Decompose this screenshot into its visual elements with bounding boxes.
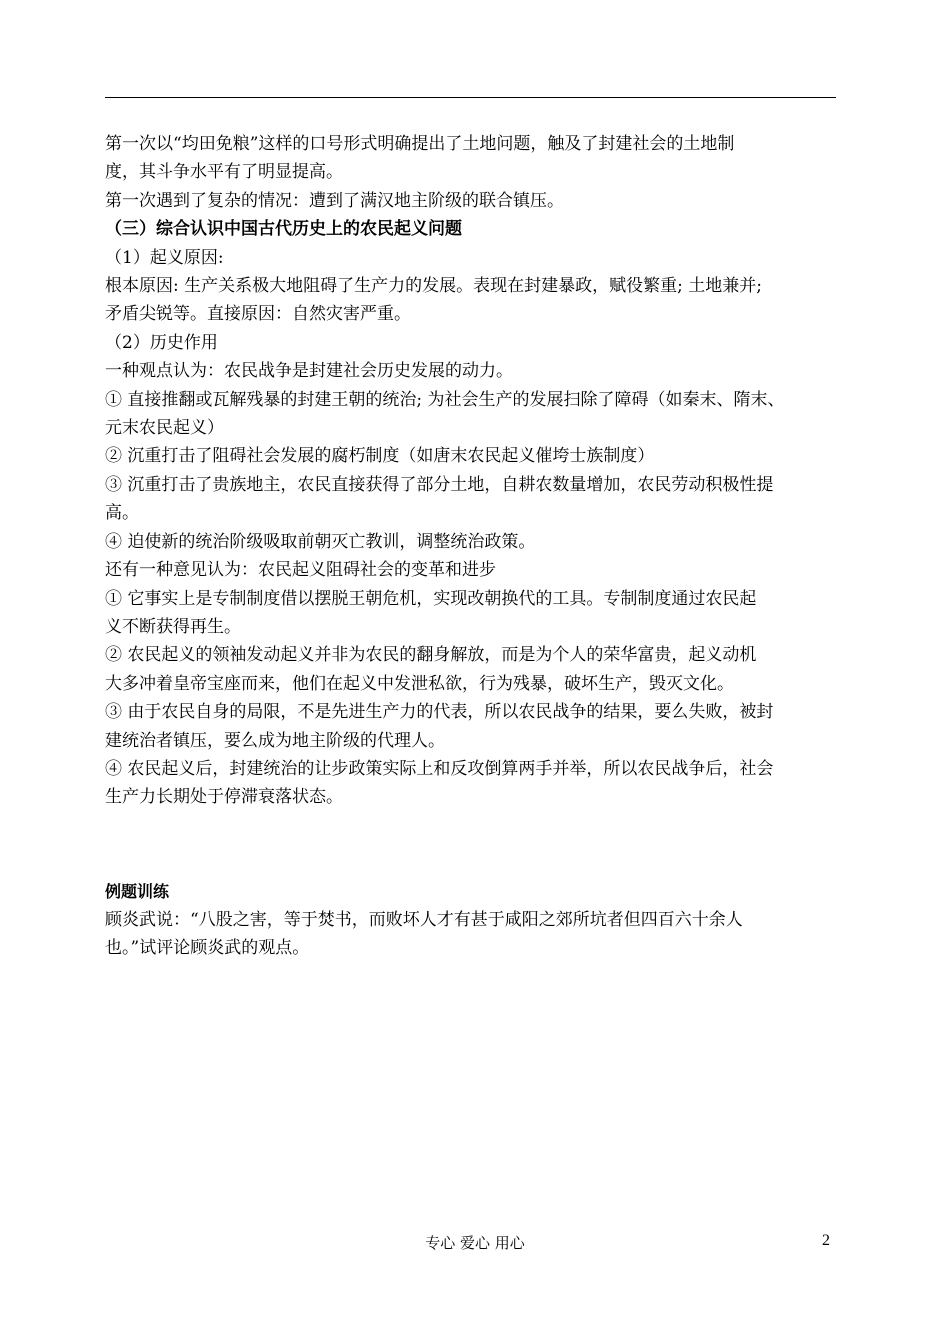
- body-line: 第一次遇到了复杂的情况：遭到了满汉地主阶级的联合镇压。: [105, 190, 564, 211]
- page-content: [105, 130, 840, 963]
- list-item: 大多冲着皇帝宝座而来，他们在起义中发泄私欲，行为残暴，破坏生产，毁灭文化。: [105, 673, 734, 694]
- list-item: ② 农民起义的领袖发动起义并非为农民的翻身解放，而是为个人的荣华富贵，起义动机: [105, 645, 757, 666]
- list-item: 义不断获得再生。: [105, 616, 241, 637]
- exercise-line: 也。”试评论顾炎武的观点。: [105, 938, 310, 959]
- list-item: ④ 农民起义后，封建统治的让步政策实际上和反攻倒算两手并举，所以农民战争后，社会: [105, 758, 774, 779]
- page-number: 2: [822, 1232, 830, 1249]
- list-item: 高。: [105, 503, 139, 524]
- body-line: 还有一种意见认为：农民起义阻碍社会的变革和进步: [105, 560, 496, 581]
- list-item: ③ 沉重打击了贵族地主，农民直接获得了部分土地，自耕农数量增加，农民劳动积极性提: [105, 474, 774, 495]
- list-item: ④ 迫使新的统治阶级吸取前朝灭亡教训，调整统治政策。: [105, 531, 536, 552]
- list-item: 生产力长期处于停滞衰落状态。: [105, 787, 343, 808]
- body-line: 一种观点认为：农民战争是封建社会历史发展的动力。: [105, 361, 513, 382]
- body-line: 根本原因: 生产关系极大地阻碍了生产力的发展。表现在封建暴政，赋役繁重; 土地兼并;: [105, 276, 762, 297]
- body-line: 矛盾尖锐等。直接原因：自然灾害严重。: [105, 304, 411, 325]
- list-item: 元末农民起义）: [105, 418, 224, 439]
- list-item: 建统治者镇压，要么成为地主阶级的代理人。: [105, 730, 445, 751]
- footer-motto: 专心 爱心 用心: [425, 1234, 525, 1252]
- header-rule: [105, 97, 836, 98]
- exercise-line: 顾炎武说：“八股之害，等于焚书，而败坏人才有甚于咸阳之郊所坑者但四百六十余人: [105, 909, 743, 930]
- body-line: 度，其斗争水平有了明显提高。: [105, 162, 343, 183]
- list-item: ③ 由于农民自身的局限，不是先进生产力的代表，所以农民战争的结果，要么失败，被封: [105, 702, 774, 723]
- list-item: ② 沉重打击了阻碍社会发展的腐朽制度（如唐末农民起义催垮士族制度）: [105, 446, 655, 467]
- exercise-heading: 例题训练: [105, 881, 170, 901]
- body-line: 第一次以“均田免粮”这样的口号形式明确提出了土地问题，触及了封建社会的土地制: [105, 134, 735, 154]
- subsection-heading: （2）历史作用: [105, 332, 218, 353]
- list-item: ① 它事实上是专制制度借以摆脱王朝危机，实现改朝换代的工具。专制制度通过农民起: [105, 588, 757, 609]
- spacer: [105, 812, 840, 878]
- section-heading: （三）综合认识中国古代历史上的农民起义问题: [105, 219, 462, 240]
- list-item: ① 直接推翻或瓦解残暴的封建王朝的统治; 为社会生产的发展扫除了障碍（如秦末、隋末、: [105, 389, 785, 410]
- subsection-heading: （1）起义原因:: [105, 247, 224, 268]
